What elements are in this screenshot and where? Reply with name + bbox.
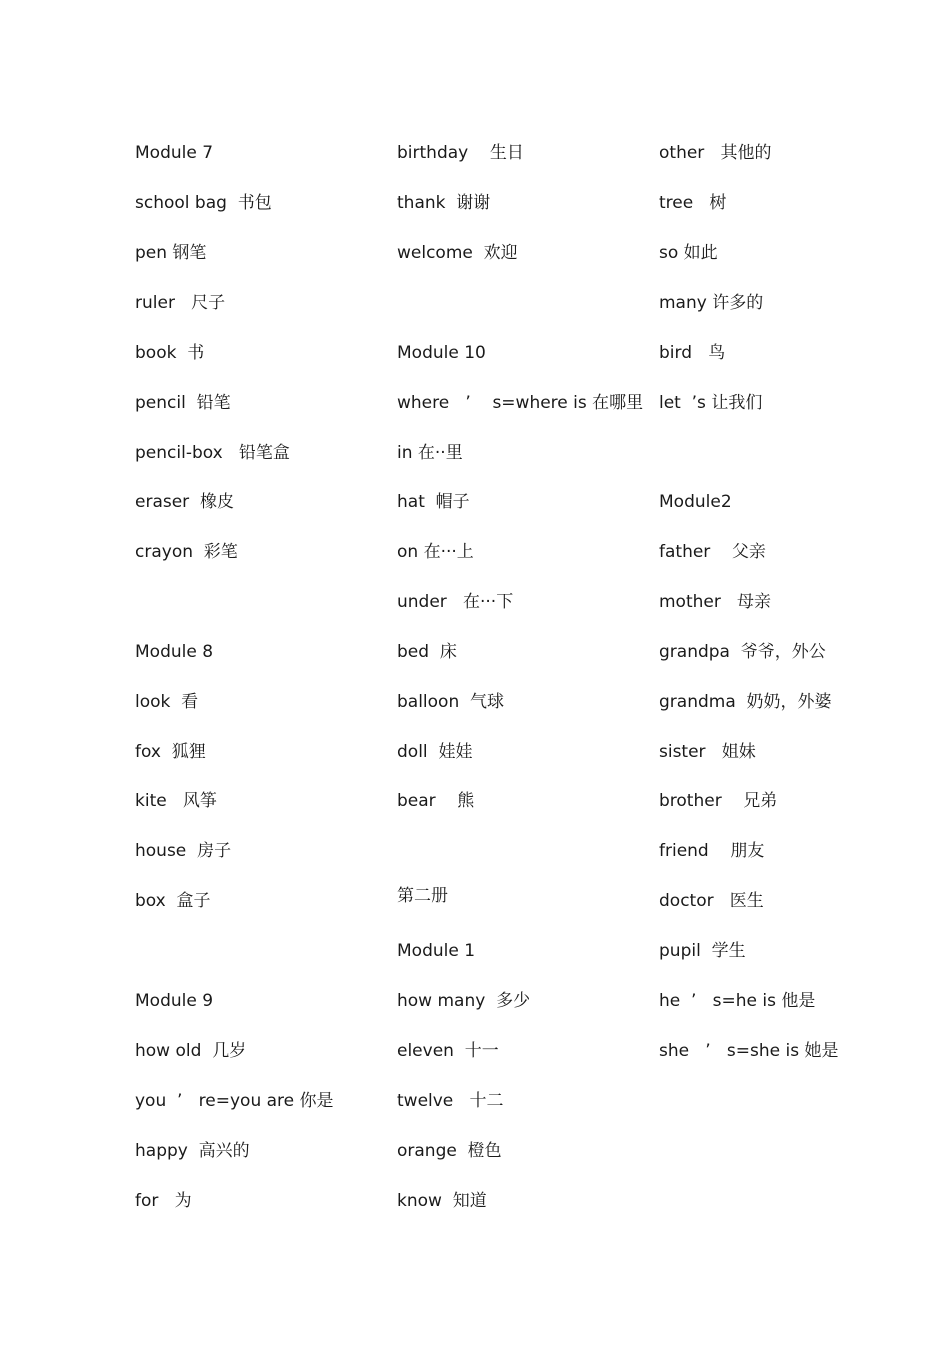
vocab-item: brother 兄弟	[659, 791, 778, 811]
vocab-item: doctor 医生	[659, 891, 764, 911]
heading-module-8: Module 8	[135, 642, 214, 662]
vocab-item: many 许多的	[659, 293, 764, 313]
vocab-item: crayon 彩笔	[135, 542, 238, 562]
vocab-item: welcome 欢迎	[397, 243, 518, 263]
vocab-item: balloon 气球	[397, 692, 505, 712]
heading-module-7: Module 7	[135, 143, 214, 163]
vocab-item: tree 树	[659, 193, 727, 213]
vocab-item: box 盒子	[135, 891, 211, 911]
vocab-item: bird 鸟	[659, 343, 726, 363]
vocab-item: let ’s 让我们	[659, 393, 763, 413]
vocab-item: birthday 生日	[397, 143, 524, 163]
heading-module-10: Module 10	[397, 343, 486, 363]
vocab-item: book 书	[135, 343, 205, 363]
vocab-item: father 父亲	[659, 542, 766, 562]
vocab-item: ruler 尺子	[135, 293, 226, 313]
heading-book-2: 第二册	[397, 886, 448, 906]
vocab-item: orange 橙色	[397, 1141, 502, 1161]
vocab-item: mother 母亲	[659, 592, 772, 612]
vocab-item: happy 高兴的	[135, 1141, 250, 1161]
vocab-item: twelve 十二	[397, 1091, 504, 1111]
vocab-item: doll 娃娃	[397, 742, 473, 762]
vocab-item: you ’ re=you are 你是	[135, 1091, 334, 1111]
vocab-item: eleven 十一	[397, 1041, 499, 1061]
vocab-item: friend 朋友	[659, 841, 765, 861]
vocab-item: eraser 橡皮	[135, 492, 234, 512]
vocab-item: in 在··里	[397, 443, 463, 463]
vocab-item: she ’ s=she is 她是	[659, 1041, 839, 1061]
heading-module-1: Module 1	[397, 941, 476, 961]
vocab-item: house 房子	[135, 841, 232, 861]
vocab-item: grandpa 爷爷，外公	[659, 642, 826, 662]
vocab-item: sister 姐妹	[659, 742, 756, 762]
vocab-item: fox 狐狸	[135, 742, 206, 762]
vocab-item: on 在···上	[397, 542, 474, 562]
vocab-item: so 如此	[659, 243, 718, 263]
vocab-item: look 看	[135, 692, 199, 712]
vocab-item: grandma 奶奶，外婆	[659, 692, 832, 712]
vocab-item: pen 钢笔	[135, 243, 207, 263]
vocab-item: pupil 学生	[659, 941, 746, 961]
vocab-item: kite 风筝	[135, 791, 217, 811]
vocab-item: how old 几岁	[135, 1041, 247, 1061]
vocab-item: pencil 铅笔	[135, 393, 231, 413]
vocab-item: school bag 书包	[135, 193, 272, 213]
vocab-item: bed 床	[397, 642, 457, 662]
heading-module-9: Module 9	[135, 991, 214, 1011]
vocab-item: for 为	[135, 1191, 192, 1211]
vocab-item: pencil-box 铅笔盒	[135, 443, 290, 463]
vocab-item: bear 熊	[397, 791, 475, 811]
vocab-item: he ’ s=he is 他是	[659, 991, 816, 1011]
heading-module-2: Module2	[659, 492, 732, 512]
vocab-item: under 在···下	[397, 592, 514, 612]
vocab-item: hat 帽子	[397, 492, 470, 512]
vocab-item: how many 多少	[397, 991, 531, 1011]
vocab-item: thank 谢谢	[397, 193, 491, 213]
vocab-item: where ’ s=where is 在哪里	[397, 393, 644, 413]
vocab-item: other 其他的	[659, 143, 772, 163]
vocab-item: know 知道	[397, 1191, 487, 1211]
